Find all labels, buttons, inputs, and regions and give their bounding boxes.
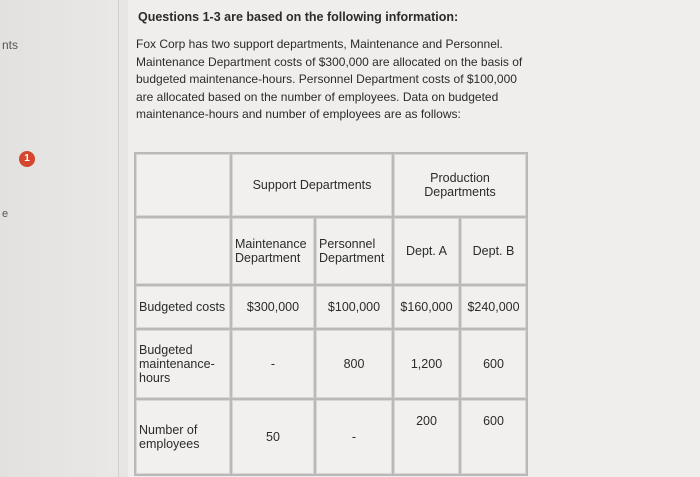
table-cell: $240,000	[460, 285, 527, 329]
table-cell: -	[315, 399, 393, 475]
data-table	[134, 152, 528, 476]
table-cell: -	[231, 329, 315, 399]
table-row	[135, 153, 527, 217]
table-cell: $300,000	[231, 285, 315, 329]
left-sidebar	[0, 0, 119, 477]
question-heading: Questions 1-3 are based on the following information:	[138, 10, 459, 24]
support-departments-header: Support Departments	[231, 153, 393, 217]
row-label: Number of employees	[135, 399, 231, 475]
column-header-personnel: Personnel Department	[315, 217, 393, 285]
table-row	[135, 399, 527, 475]
production-departments-header: Production Departments	[393, 153, 527, 217]
table-cell: 50	[231, 399, 315, 475]
question-document	[128, 0, 700, 477]
table-cell: 1,200	[393, 329, 460, 399]
question-number-badge[interactable]: 1	[19, 151, 35, 167]
column-header-dept-a: Dept. A	[393, 217, 460, 285]
row-label: Budgeted maintenance-hours	[135, 329, 231, 399]
question-intro: Fox Corp has two support departments, Maintenance and Personnel. Maintenance Department costs of $300,000 are allocated on the basis of budgeted maintenance-hours. Personnel Department costs of $100,000 are allocated based on the number of employees. Data on budgeted maintenance-hours and number of employees are as follows:	[136, 37, 523, 121]
table-cell: $160,000	[393, 285, 460, 329]
table-row	[135, 285, 527, 329]
row-label: Budgeted costs	[135, 285, 231, 329]
table-row	[135, 217, 527, 285]
table-cell: 200	[393, 399, 460, 475]
table-cell: 600	[460, 329, 527, 399]
sidebar-label: nts	[2, 38, 19, 52]
table-cell: 800	[315, 329, 393, 399]
sidebar-mark: e	[2, 208, 9, 220]
empty-cell	[135, 153, 231, 217]
table-cell: $100,000	[315, 285, 393, 329]
column-header-maintenance: Maintenance Department	[231, 217, 315, 285]
column-header-dept-b: Dept. B	[460, 217, 527, 285]
empty-cell	[135, 217, 231, 285]
table-row	[135, 329, 527, 399]
table-cell: 600	[460, 399, 527, 475]
